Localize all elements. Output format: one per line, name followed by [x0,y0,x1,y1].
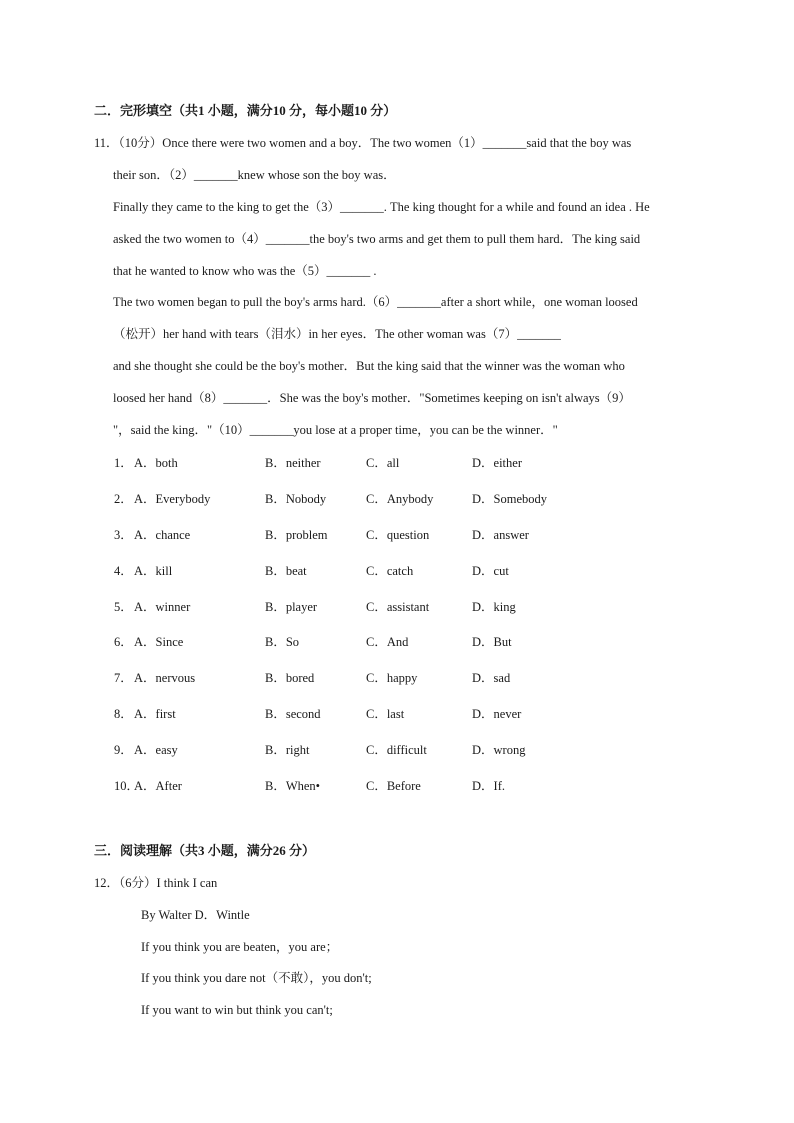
passage-line: and she thought she could be the boy's mother．But the king said that the winner was the woman who [113,359,625,373]
section3-title: 三．阅读理解（共3 小题，满分26 分） [94,843,316,858]
option-c: C．Anybody [366,492,434,506]
option-a: A．first [134,707,176,721]
option-d: D．never [472,707,522,721]
option-d: D．If. [472,779,505,793]
option-d: D．cut [472,564,509,578]
option-c: C．catch [366,564,414,578]
option-c: C．question [366,528,430,542]
option-number: 10． [114,779,140,793]
option-a: A．winner [134,600,191,614]
passage-line: "，said the king．"（10）_______you lose at a proper time，you can be the winner．" [113,423,558,437]
option-number: 9． [114,743,133,757]
option-number: 8． [114,707,133,721]
poem-line: If you think you are beaten，you are； [141,940,339,954]
option-c: C．all [366,456,400,470]
option-number: 4． [114,564,133,578]
option-number: 7． [114,671,133,685]
option-d: D．Somebody [472,492,548,506]
option-a: A．Everybody [134,492,211,506]
option-c: C．assistant [366,600,430,614]
option-c: C．happy [366,671,418,685]
passage-line: Finally they came to the king to get the（3）_______. The king thought for a while and found an idea . He [113,200,650,214]
option-number: 1． [114,456,133,470]
passage-line: their son．（2）_______knew whose son the boy was． [113,168,396,182]
option-b: B．When• [265,779,321,793]
passage-line: 11．（10分）Once there were two women and a boy．The two women（1）_______said that the boy was [94,136,632,150]
option-d: D．sad [472,671,511,685]
passage-line: asked the two women to（4）_______the boy's two arms and get them to pull them hard．The king said [113,232,641,246]
option-b: B．right [265,743,310,757]
q12-author: By Walter D．Wintle [141,908,250,922]
option-number: 2． [114,492,133,506]
poem-line: If you think you dare not（不敢），you don't; [141,971,372,985]
option-b: B．second [265,707,321,721]
option-b: B．Nobody [265,492,327,506]
section2-title: 二．完形填空（共1 小题，满分10 分，每小题10 分） [94,103,397,118]
option-b: B．bored [265,671,315,685]
passage-line: that he wanted to know who was the（5）_______ . [113,264,377,278]
option-a: A．easy [134,743,178,757]
option-number: 6． [114,635,133,649]
option-d: D．wrong [472,743,526,757]
option-b: B．problem [265,528,328,542]
option-b: B．beat [265,564,307,578]
option-c: C．Before [366,779,421,793]
poem-line: If you want to win but think you can't; [141,1003,333,1017]
passage-line: The two women began to pull the boy's arms hard.（6）_______after a short while，one woman loosed [113,295,638,309]
passage-line: loosed her hand（8）_______．She was the boy's mother．"Sometimes keeping on isn't always（9） [113,391,631,405]
option-c: C．And [366,635,409,649]
passage-line: （松开）her hand with tears（泪水）in her eyes．The other woman was（7）_______ [113,327,561,341]
option-d: D．king [472,600,516,614]
option-b: B．player [265,600,318,614]
option-c: C．difficult [366,743,427,757]
option-b: B．So [265,635,300,649]
option-a: A．Since [134,635,184,649]
option-number: 5． [114,600,133,614]
option-a: A．nervous [134,671,196,685]
option-d: D．But [472,635,512,649]
option-d: D．answer [472,528,529,542]
option-c: C．last [366,707,405,721]
option-number: 3． [114,528,133,542]
option-d: D．either [472,456,522,470]
q12-header: 12．（6分）I think I can [94,876,218,890]
option-b: B．neither [265,456,321,470]
option-a: A．After [134,779,182,793]
option-a: A．kill [134,564,173,578]
option-a: A．chance [134,528,191,542]
option-a: A．both [134,456,178,470]
